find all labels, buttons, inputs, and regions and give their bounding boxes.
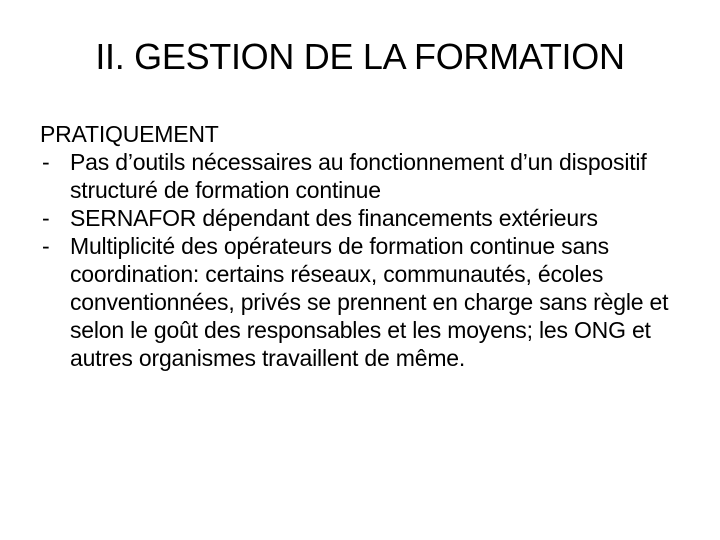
bullet-text-tools: Pas d’outils nécessaires au fonctionnement d’un dispositif structuré de formation continue — [70, 149, 647, 203]
bullet-list — [40, 148, 680, 372]
bullet-item-tools — [40, 148, 680, 204]
bullet-dash-icon: - — [42, 233, 50, 259]
bullet-item-sernafor — [40, 204, 680, 232]
bullet-dash-icon: - — [42, 205, 50, 231]
slide-body — [40, 120, 680, 372]
bullet-item-operators — [40, 232, 680, 372]
bullet-text-operators: Multiplicité des opérateurs de formation continue sans coordination: certains réseaux, communautés, écoles conventionnées, privés se prennent en charge sans règle et selon le goût des responsables et les moyens; les ONG et autres organismes travaillent de même. — [70, 233, 669, 371]
bullet-text-sernafor: SERNAFOR dépendant des financements extérieurs — [70, 205, 598, 231]
lead-heading: PRATIQUEMENT — [40, 121, 219, 147]
bullet-dash-icon: - — [42, 149, 50, 175]
slide-title: II. GESTION DE LA FORMATION — [95, 36, 625, 77]
